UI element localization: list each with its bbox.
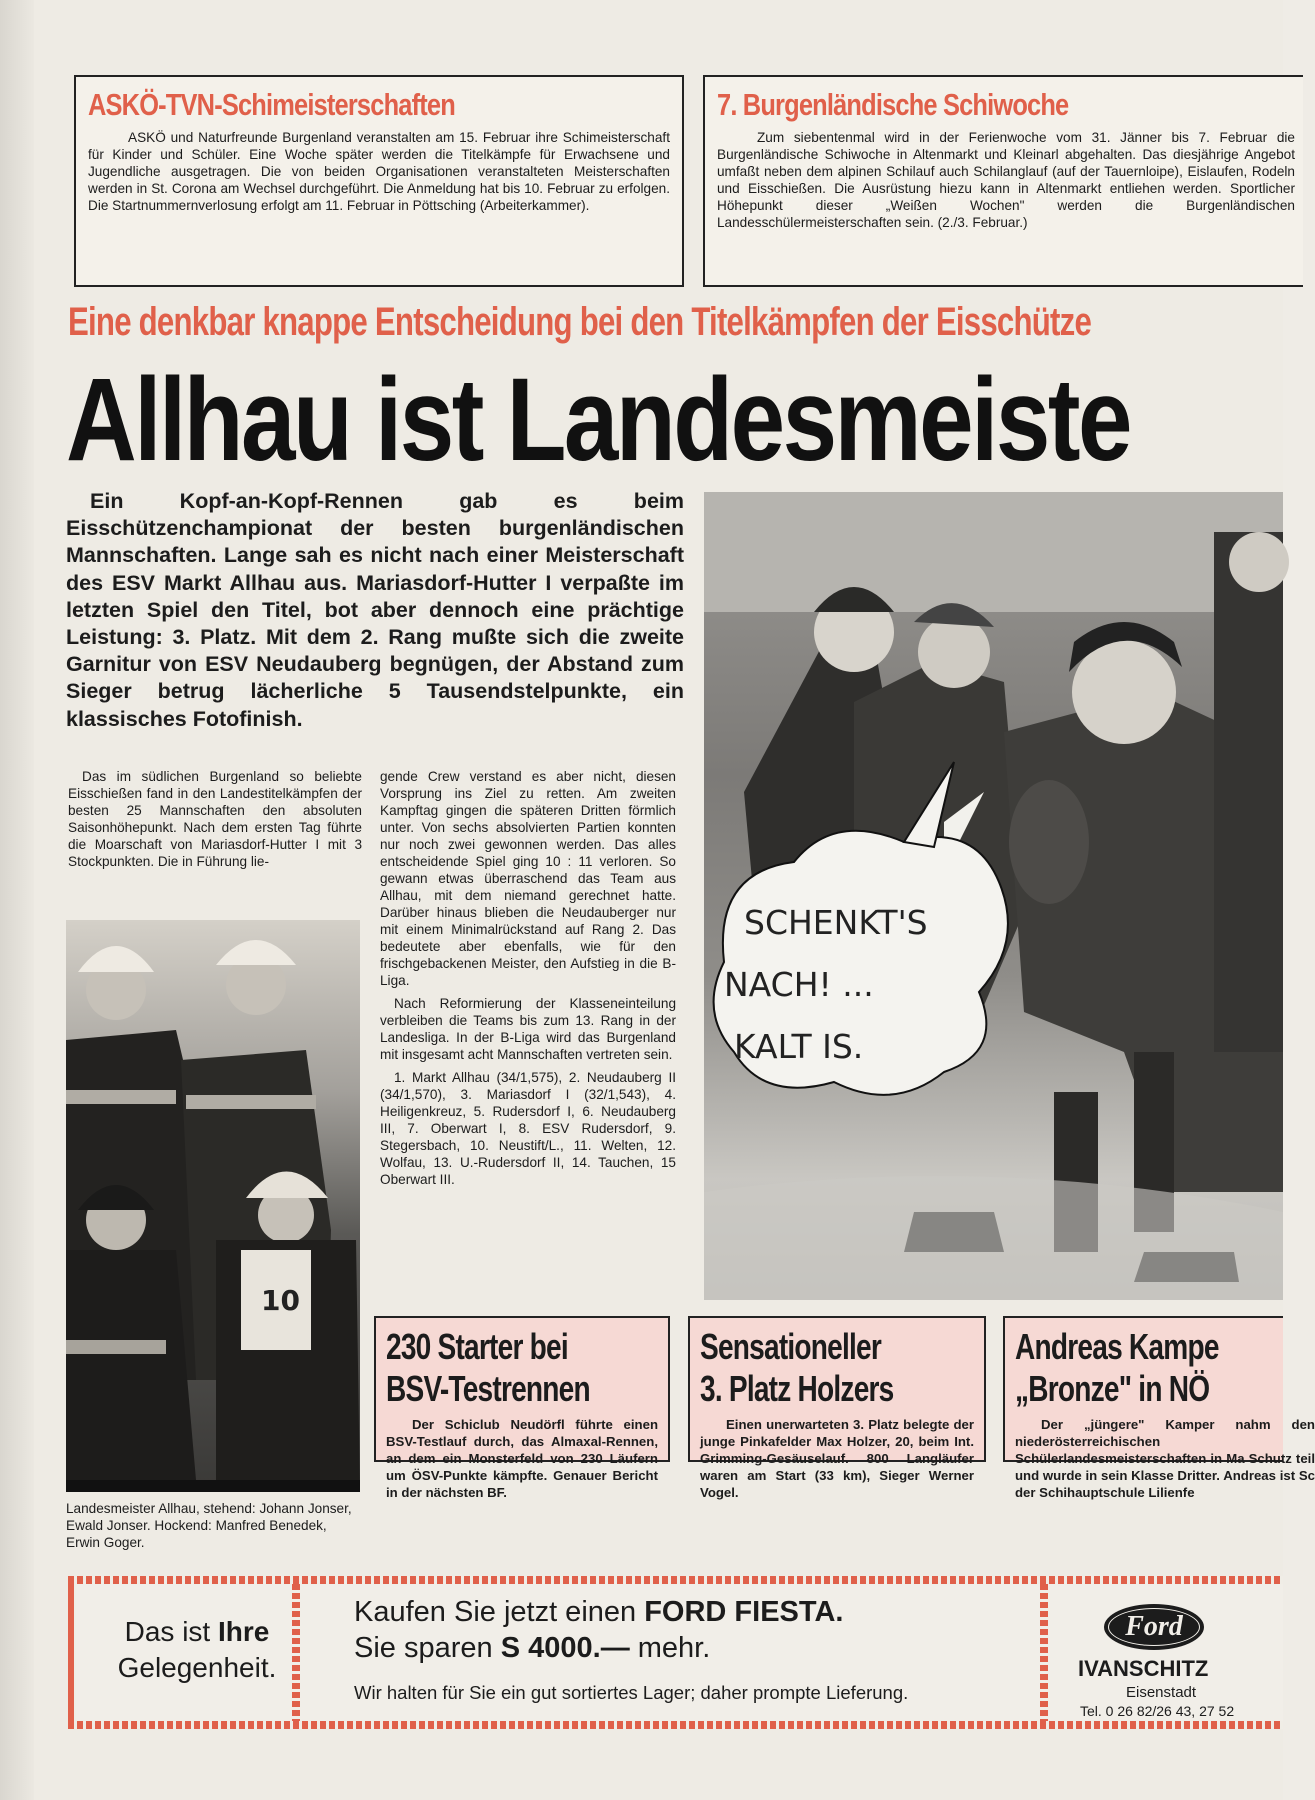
ad-left-bold: Ihre: [218, 1616, 270, 1647]
ad-main-text: [354, 1594, 843, 1666]
speech-line-3: KALT IS.: [734, 1027, 864, 1066]
team-photo-illustration: [66, 920, 360, 1492]
article-lead: Ein Kopf-an-Kopf-Rennen gab es beim Eisschützenchampionat der besten burgenländischen Mannschaften. Lange sah es nicht nach einer Meisterschaft des ESV Markt Allhau aus. Mariasdorf-Hutter I verpaßte im letzten Spiel den Titel, bot aber dennoch eine prächtige Leistung: 3. Platz. Mit dem 2. Rang mußte sich die zweite Garnitur von ESV Neudauberg begnügen, der Abstand zum Sieger betrug lächerliche 5 Tausendstelpunkte, ein klassisches Fotofinish.: [66, 489, 684, 731]
ad-line2-pre: Sie sparen: [354, 1632, 493, 1664]
speech-line-1: SCHENKT'S: [744, 903, 928, 942]
askoe-text: ASKÖ und Naturfreunde Burgenland veranstalten am 15. Februar ihre Schimeisterschaft für Kinder und Schüler. Eine Woche später werden die Titelkämpfe für Erwachsene und Jugendliche ausgetragen. Die von beiden Organisationen veranstalteten Meisterschaften werden in St. Corona am Wechsel durchgeführt. Die Anmeldung hat bis 10. Februar zu erfolgen. Die Startnummernverlosung erfolgt am 11. Februar in Pöttsching (Arbeiterkammer).: [88, 130, 670, 213]
article-kicker: Eine denkbar knappe Entscheidung bei den Titelkämpfen der Eisschütze: [68, 300, 1092, 344]
photo-illustration: [704, 492, 1283, 1300]
ad-line1-pre: Kaufen Sie jetzt einen: [354, 1596, 637, 1628]
ad-left-1: Das ist: [124, 1616, 211, 1647]
article-col-2: [380, 768, 676, 1188]
bib-number: 10: [261, 1284, 300, 1317]
ad-line3: Wir halten für Sie ein gut sortiertes Lager; daher prompte Lieferung.: [354, 1682, 909, 1703]
holzer-text: Einen unerwarteten 3. Platz belegte der junge Pinkafelder Max Holzer, 20, beim Int. Grimming-Gesäuselauf. 800 Langläufer waren am Start (33 km), Sieger Werner Vogel.: [700, 1417, 974, 1500]
kamper-box: [1003, 1316, 1315, 1500]
kamper-title-1: Andreas Kampe: [1015, 1326, 1219, 1367]
ad-divider-right: [1040, 1584, 1048, 1721]
team-photo-caption: Landesmeister Allhau, stehend: Johann Jonser, Ewald Jonser. Hockend: Manfred Benedek, Erwin Goger.: [66, 1501, 352, 1550]
eisschuetzen-photo: [704, 492, 1283, 1300]
holzer-box: [688, 1316, 986, 1500]
page-gutter: [0, 0, 34, 1800]
ad-city: Eisenstadt: [1126, 1684, 1197, 1701]
col2-para-2: Nach Reformierung der Klasseneinteilung verbleiben die Teams bis zum 13. Rang in der Landesliga. In der B-Liga wird das Burgenland mit insgesamt acht Mannschaften vertreten sein.: [380, 996, 676, 1062]
speech-line-2: NACH! ...: [724, 965, 874, 1004]
askoe-box: [74, 75, 684, 287]
ad-line1-bold: FORD FIESTA.: [644, 1596, 844, 1628]
kamper-text: Der „jüngere" Kamper nahm den niederösterreichischen Schülerlandesmeisterschaften in Ma Schutz teil und wurde in sein Klasse Dritter. Andreas ist Sc der Schihauptschule Lilienfe: [1015, 1417, 1315, 1500]
article-col-1: [68, 768, 362, 870]
col1-text: Das im südlichen Burgenland so beliebte Eisschießen fand in den Landestitelkämpfen der besten 25 Mannschaften den absoluten Saisonhöhepunkt. Nach dem ersten Tag führte die Moarschaft von Mariasdorf-Hutter I mit 3 Stockpunkten. Die in Führung lie-: [68, 769, 362, 869]
ford-logo: Ford: [1104, 1604, 1204, 1650]
holzer-title-1: Sensationeller: [700, 1326, 882, 1367]
col2-results: 1. Markt Allhau (34/1,575), 2. Neudauberg II (34/1,570), 3. Mariasdorf I (32/1,543), 4. Heiligenkreuz, 5. Rudersdorf I, 6. Neudauberg III, 7. Oberwart I, 8. ESV Rudersdorf, 9. Stegersbach, 10. Neustift/L., 11. Welten, 12. Wolfau, 13. U.-Rudersdorf II, 14. Tauchen, 15 Oberwart III.: [380, 1070, 676, 1187]
article-headline: Allhau ist Landesmeiste: [66, 354, 1130, 486]
holzer-title-2: 3. Platz Holzers: [700, 1368, 894, 1409]
kamper-title-2: „Bronze" in NÖ: [1015, 1368, 1210, 1409]
team-photo: [66, 920, 360, 1492]
col2-para-1: gende Crew verstand es aber nicht, diesen Vorsprung ins Ziel zu retten. Am zweiten Kampftag gingen die späteren Dritten förmlich unter. Von sechs absolvierten Partien konnten nur noch zwei gewonnen werden. Das alles entscheidende Spiel ging 10 : 11 verloren. So gewann etwas überraschend das Team aus Allhau, mit dem niemand gerechnet hatte. Darüber hinaus blieben die Neudauberger nur mit einem Minimalrückstand auf Rang 2. Das bedeutete aber ebenfalls, wie für den frischgebackenen Meister, den Aufstieg in die B-Liga.: [380, 769, 676, 988]
askoe-title: ASKÖ-TVN-Schimeisterschaften: [88, 87, 455, 122]
schiwoche-box: [703, 75, 1303, 287]
ad-line2-bold: S 4000.—: [500, 1632, 630, 1664]
ad-left-2: Gelegenheit.: [117, 1652, 277, 1683]
schiwoche-title: 7. Burgenländische Schiwoche: [717, 87, 1069, 122]
starter-title-2: BSV-Testrennen: [386, 1368, 590, 1409]
ad-tel: Tel. 0 26 82/26 43, 27 52: [1080, 1703, 1235, 1719]
starter-title-1: 230 Starter bei: [386, 1326, 568, 1367]
starter-box: [374, 1316, 670, 1500]
ad-dealer: IVANSCHITZ: [1078, 1656, 1209, 1681]
schiwoche-text: Zum siebentenmal wird in der Ferienwoche vom 31. Jänner bis 7. Februar die Burgenländische Schiwoche in Altenmarkt und Kleinarl abgehalten. Das diesjährige Angebot umfaßt neben dem alpinen Schilauf auch Schilanglauf (auf der Tauernloipe), Eislaufen, Rodeln und Eisschießen. Die Ausrüstung hiezu kann in Altenmarkt entliehen werden. Sportlicher Höhepunkt dieser „Weißen Wochen" werden die Burgenländischen Landesschülermeisterschaften sein. (2./3. Februar.): [717, 130, 1295, 230]
ford-fiesta-ad: [68, 1576, 1283, 1729]
ad-line2-post: mehr.: [637, 1632, 711, 1664]
starter-text: Der Schiclub Neudörfl führte einen BSV-Testlauf durch, das Almaxal-Rennen, an dem ein Monsterfeld von 230 Läufern um ÖSV-Punkte kämpfte. Genauer Bericht in der nächsten BF.: [386, 1417, 658, 1500]
ad-left-text: [92, 1614, 302, 1686]
